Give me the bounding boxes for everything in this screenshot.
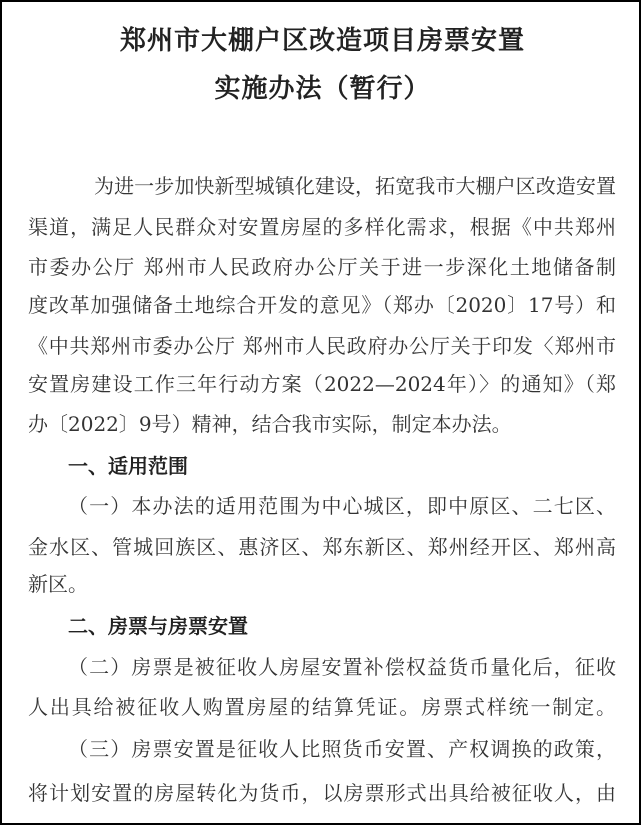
section-1-paragraph-line: （一）本办法的适用范围为中心城区，即中原区、二七区、: [68, 494, 616, 518]
document-title-line-1: 郑州市大棚户区改造项目房票安置: [119, 26, 525, 56]
section-heading-1: 一、适用范围: [68, 454, 188, 478]
section-2-paragraph-line: （二）房票是被征收人房屋安置补偿权益货币量化后，征收: [68, 655, 616, 679]
preamble-line: 市委办公厅 郑州市人民政府办公厅关于进一步深化土地储备制: [28, 255, 616, 279]
preamble-line: 度改革加强储备土地综合开发的意见》（郑办〔2020〕17号）和: [28, 293, 616, 317]
preamble-line: 办〔2022〕9号）精神，结合我市实际，制定本办法。: [28, 412, 512, 436]
section-1-paragraph-line: 新区。: [28, 572, 88, 596]
section-1-paragraph-line: 金水区、管城回族区、惠济区、郑东新区、郑州经开区、郑州高: [28, 535, 616, 559]
section-2-paragraph-line: 人出具给被征收人购置房屋的结算凭证。房票式样统一制定。: [28, 695, 616, 719]
preamble-line: 渠道，满足人民群众对安置房屋的多样化需求，根据《中共郑州: [28, 215, 616, 239]
document-title-line-2: 实施办法（暂行）: [214, 74, 431, 104]
section-2-paragraph-line: （三）房票安置是征收人比照货币安置、产权调换的政策，: [68, 737, 616, 761]
preamble-line: 安置房建设工作三年行动方案（2022—2024年）〉的通知》（郑: [28, 372, 616, 396]
preamble-line: 《中共郑州市委办公厅 郑州市人民政府办公厅关于印发〈郑州市: [28, 334, 616, 358]
preamble-line: 为进一步加快新型城镇化建设，拓宽我市大棚户区改造安置: [94, 174, 616, 198]
section-heading-2: 二、房票与房票安置: [68, 614, 248, 638]
section-2-paragraph-line: 将计划安置的房屋转化为货币，以房票形式出具给被征收人，由: [28, 781, 616, 805]
